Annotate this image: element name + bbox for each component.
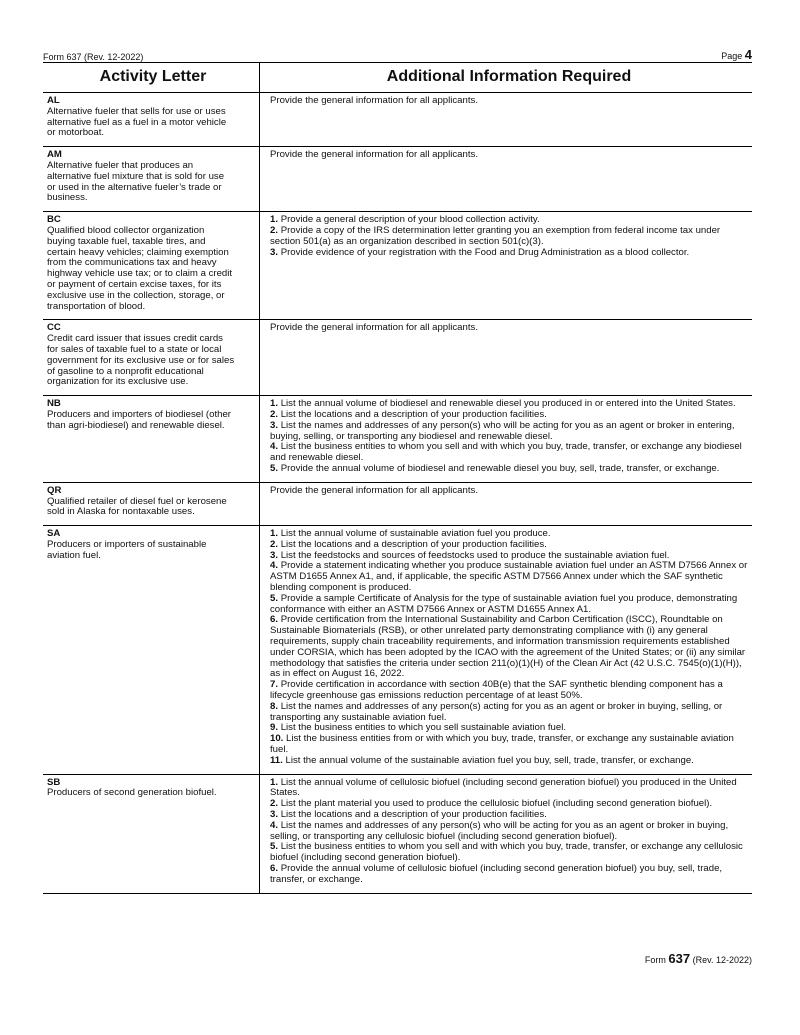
table-row [43,147,752,212]
info-item [270,248,748,259]
info-item [270,821,748,843]
info-item-number: 2. [270,798,279,810]
info-item-text: List the annual volume of cellulosic biofuel (including second generation biofuel) you produced in the United States. [270,776,737,799]
info-item-number: 2. [270,408,279,420]
info-item [270,561,748,593]
info-item-text: Provide evidence of your registration with the Food and Drug Administration as a blood collector. [280,246,690,258]
info-item-text: Provide a general description of your blood collection activity. [280,214,540,226]
activity-cell [43,93,260,147]
col-header-activity-letter: Activity Letter [43,63,260,93]
col-header-additional-info: Additional Information Required [260,63,753,93]
activity-code: NB [47,398,61,410]
info-item [270,734,748,756]
info-item-text: List the business entities from or with which you buy, trade, transfer, or exchange any sustainable aviation fuel. [270,733,734,756]
info-item-text: List the locations and a description of your production facilities. [280,538,547,550]
form-label: Form 637 (Rev. 12-2022) [43,52,144,62]
info-item [270,442,748,464]
table-row [43,396,752,483]
info-item [270,226,748,248]
page-header [43,48,752,62]
info-item [270,702,748,724]
info-item [270,150,748,161]
info-item-number: 3. [270,246,279,258]
info-item-number: 2. [270,538,279,550]
activity-cell [43,774,260,893]
activity-description: Producers or importers of sustainable aviation fuel. [47,538,207,561]
info-item-number: 3. [270,809,279,821]
info-item-number: 6. [270,863,279,874]
info-cell [260,774,753,893]
info-item-number: 8. [270,700,279,712]
info-item-text: List the names and addresses of any person(s) who will be acting for you as an agent or broker in buying, selling, or transporting any cellulosic biofuel (including second generation biofuel). [270,819,729,842]
info-item-text: Provide certification from the International Sustainability and Carbon Certification (ISCC), Roundtable on Sustainable Biomaterials (RSB), or other unrelated party demonstrating compliance with (i) any general requirements, supply chain traceability requirements, and information transmission requirements established under CORSIA, which has been adopted by the ICAO with the agreement of the United States; or (ii) any similar methodology that satisfies the criteria under section 211(o)(1)(H) of the Clean Air Act (42 U.S.C. 7545(o)(1)(H)), as in effect on August 16, 2022. [270,614,746,680]
info-item [270,680,748,702]
info-item-text: Provide the general information for all applicants. [270,95,478,106]
info-item-text: List the locations and a description of your production facilities. [280,408,547,420]
page-label: Page [721,51,743,61]
activity-description: Alternative fueler that produces an alternative fuel mixture that is sold for use or used in the alternative fueler’s trade or business. [47,159,225,204]
info-item-text: Provide a statement indicating whether you produce sustainable aviation fuel under an ASTM D7566 Annex or ASTM D1655 Annex A1, and, if applicable, the specific ASTM D7566 Annex under which the SAF synthetic blending component is produced. [270,560,748,594]
info-item [270,323,748,334]
activity-code: CC [47,322,61,334]
table-header-row [43,63,752,93]
info-item-text: Provide the annual volume of biodiesel and renewable diesel you buy, sell, trade, transfer, or exchange. [280,462,720,474]
activity-code: BC [47,214,61,226]
info-item-text: List the annual volume of biodiesel and renewable diesel you produced in or entered into the United States. [280,398,736,410]
info-item-number: 1. [270,398,279,410]
info-item-text: Provide the general information for all applicants. [270,149,478,161]
activity-cell [43,482,260,525]
activity-description: Alternative fueler that sells for use or uses alternative fuel as a fuel in a motor vehicle or motorboat. [47,105,227,139]
info-item-text: List the plant material you used to produce the cellulosic biofuel (including second generation biofuel). [280,798,713,810]
info-item-number: 7. [270,679,279,691]
info-item-text: Provide the general information for all applicants. [270,484,478,496]
info-item-text: Provide certification in accordance with section 40B(e) that the SAF synthetic blending component has a lifecycle greenhouse gas emissions reduction percentage of at least 50%. [270,679,723,702]
info-item [270,421,748,443]
info-item-number: 9. [270,722,279,734]
info-item [270,615,748,680]
table-row [43,774,752,893]
info-item-text: List the annual volume of the sustainable aviation fuel you buy, sell, trade, transfer, or exchange. [285,754,694,766]
info-item-number: 5. [270,462,279,474]
info-item-number: 1. [270,214,279,226]
activity-description: Qualified retailer of diesel fuel or kerosene sold in Alaska for nontaxable uses. [47,495,227,518]
activity-cell [43,320,260,396]
form-page [43,48,752,894]
info-cell [260,147,753,212]
page-number: 4 [744,47,752,62]
activity-table [43,62,752,894]
info-item-number: 5. [270,841,279,853]
info-item [270,864,748,886]
info-item-text: Provide the general information for all applicants. [270,322,478,334]
table-row [43,482,752,525]
table-row [43,212,752,320]
info-item-number: 4. [270,819,279,831]
activity-cell [43,147,260,212]
activity-description: Producers and importers of biodiesel (other than agri-biodiesel) and renewable diesel. [47,408,231,431]
page-footer [645,951,752,966]
info-item-number: 3. [270,419,279,431]
table-row [43,320,752,396]
footer-form-number: 637 [668,951,691,966]
info-item-text: List the business entities to which you sell sustainable aviation fuel. [280,722,566,734]
info-item [270,778,748,800]
footer-revision: (Rev. 12-2022) [692,955,752,965]
table-body [43,93,752,894]
activity-description: Producers of second generation biofuel. [47,787,217,799]
info-item [270,96,748,107]
activity-code: SB [47,776,61,788]
info-item-number: 3. [270,549,279,561]
info-item-number: 1. [270,776,279,788]
activity-description: Qualified blood collector organization buying taxable fuel, taxable tires, and certain heavy vehicles; claiming exemption from the communications tax and heavy highway vehicle use tax; or to claim a credit or payment of certain excise taxes, for its exclusive use in the collection, storage, or transportation of blood. [47,224,233,312]
activity-code: SA [47,528,61,540]
info-item-text: Provide the annual volume of cellulosic biofuel (including second generation biofuel) you buy, sell, trade, transfer, or exchange. [270,863,723,885]
info-cell [260,482,753,525]
info-item-text: List the names and addresses of any person(s) acting for you as an agent or broker in buying, selling, or transporting any sustainable aviation fuel. [270,700,723,723]
info-item-number: 5. [270,592,279,604]
info-cell [260,212,753,320]
info-cell [260,526,753,775]
info-cell [260,93,753,147]
info-item [270,486,748,497]
info-item-text: List the feedstocks and sources of feedstocks used to produce the sustainable aviation fuel. [280,549,670,561]
info-item-number: 4. [270,560,279,572]
footer-form-word: Form [644,955,666,965]
info-item [270,594,748,616]
page-indicator [721,47,752,62]
activity-code: AL [47,95,60,106]
info-item-number: 10. [270,733,284,745]
activity-cell [43,526,260,775]
activity-cell [43,212,260,320]
info-item-text: Provide a copy of the IRS determination letter granting you an exemption from federal income tax under section 501(a) as an organization described in section 501(c)(3). [270,224,721,247]
info-item-number: 11. [270,754,283,766]
table-row [43,93,752,147]
info-item-number: 1. [270,528,279,540]
activity-cell [43,396,260,483]
info-item-number: 4. [270,441,279,453]
info-cell [260,320,753,396]
info-item-text: List the business entities to whom you sell and with which you buy, trade, transfer, or exchange any biodiesel and renewable diesel. [270,441,742,464]
activity-description: Credit card issuer that issues credit cards for sales of taxable fuel to a state or local government for its exclusive use or for sales of gasoline to a nonprofit educational organization for its exclusive use. [47,333,235,388]
info-item-text: List the business entities to whom you sell and with which you buy, trade, transfer, or exchange any cellulosic biofuel (including second generation biofuel). [270,841,743,864]
info-item-text: List the locations and a description of your production facilities. [280,809,547,821]
table-row [43,526,752,775]
info-item-text: Provide a sample Certificate of Analysis for the type of sustainable aviation fuel you produce, demonstrating conformance with either an ASTM D7566 Annex or ASTM D1655 Annex A1. [270,592,738,615]
info-cell [260,396,753,483]
info-item-number: 2. [270,224,279,236]
info-item-text: List the names and addresses of any person(s) who will be acting for you as an agent or broker in entering, buying, selling, or transporting any biodiesel and renewable diesel. [270,419,735,442]
activity-code: QR [47,484,62,496]
info-item-number: 6. [270,614,279,626]
info-item [270,842,748,864]
info-item [270,756,748,767]
activity-code: AM [47,149,62,161]
info-item-text: List the annual volume of sustainable aviation fuel you produce. [280,528,551,540]
info-item [270,464,748,475]
